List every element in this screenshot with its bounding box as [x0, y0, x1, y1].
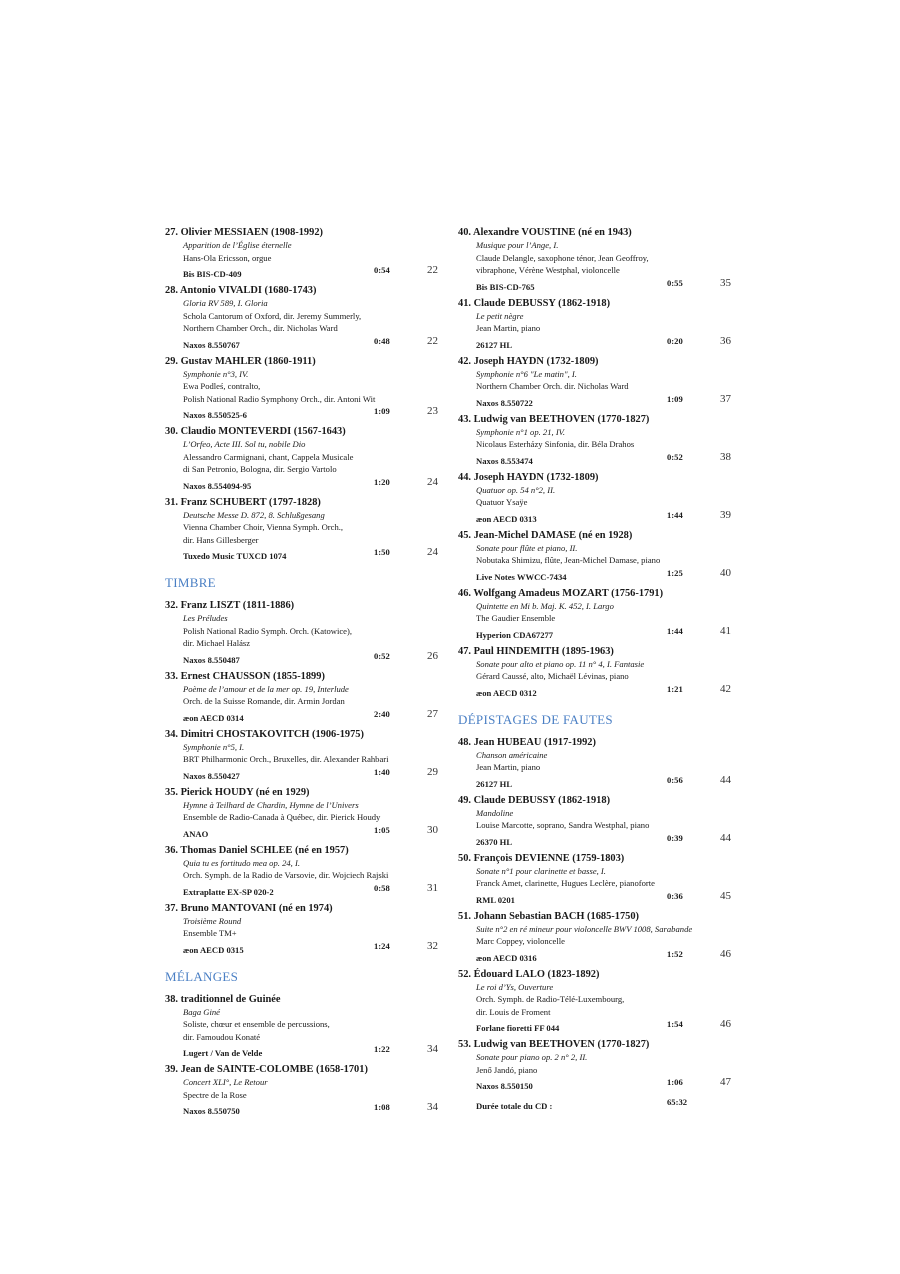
- track-performers: Vienna Chamber Choir, Vienna Symph. Orch.,: [183, 522, 344, 532]
- track-performers: vibraphone, Vérène Westphal, violoncelle: [476, 265, 620, 275]
- record-label: Tuxedo Music TUXCD 1074: [183, 551, 287, 561]
- track-duration: 1:54: [667, 1019, 683, 1029]
- track-label-row: [458, 567, 733, 580]
- track-entry: [165, 786, 440, 837]
- track-title: 51. Johann Sebastian BACH (1685-1750): [458, 910, 639, 922]
- track-duration: 1:25: [667, 567, 683, 578]
- left-column: [165, 226, 440, 1121]
- track-label-row: [458, 832, 733, 845]
- track-title: 46. Wolfgang Amadeus MOZART (1756-1791): [458, 587, 664, 599]
- track-performers: Polish National Radio Symphony Orch., dir. Antoni Wit: [183, 393, 376, 404]
- track-title: 50. François DEVIENNE (1759-1803): [458, 852, 625, 864]
- track-title: 31. Franz SCHUBERT (1797-1828): [165, 496, 321, 508]
- track-duration: 2:40: [374, 708, 390, 719]
- track-title: 47. Paul HINDEMITH (1895-1963): [458, 645, 614, 657]
- track-work: Sonate pour flûte et piano, II.: [476, 542, 578, 553]
- track-duration: 1:50: [374, 547, 390, 557]
- track-entry: [165, 1063, 440, 1114]
- track-label-row: [458, 451, 733, 464]
- right-column: [458, 226, 733, 1110]
- page-number: 37: [720, 392, 731, 405]
- track-title: 49. Claude DEBUSSY (1862-1918): [458, 794, 611, 806]
- track-title: 29. Gustav MAHLER (1860-1911): [165, 355, 316, 367]
- record-label: æon AECD 0312: [476, 687, 537, 698]
- track-duration: 0:52: [374, 650, 390, 661]
- track-title: 53. Ludwig van BEETHOVEN (1770-1827): [458, 1039, 650, 1050]
- record-label: 26370 HL: [476, 836, 513, 847]
- track-label-row: [165, 824, 440, 837]
- track-entry: [458, 852, 733, 903]
- track-label-row: [458, 774, 733, 787]
- page-number: 35: [720, 276, 731, 289]
- page-number: 22: [427, 264, 438, 276]
- track-title: 37. Bruno MANTOVANI (né en 1974): [165, 902, 333, 914]
- track-entry: [165, 728, 440, 779]
- track-title: 30. Claudio MONTEVERDI (1567-1643): [165, 426, 346, 437]
- track-title: 27. Olivier MESSIAEN (1908-1992): [165, 227, 323, 238]
- track-duration: 1:20: [374, 476, 390, 487]
- page-number: 22: [427, 334, 438, 347]
- track-label-row: [165, 940, 440, 953]
- track-label-row: [458, 335, 733, 348]
- track-title: 38. traditionnel de Guinée: [165, 993, 281, 1005]
- track-entry: [165, 226, 440, 277]
- record-label: Naxos 8.550525-6: [183, 410, 247, 420]
- page-number: 40: [720, 566, 731, 579]
- track-label-row: [458, 890, 733, 903]
- track-work: Poème de l’amour et de la mer op. 19, Interlude: [183, 683, 349, 694]
- track-performers: dir. Famoudou Konaté: [183, 1031, 261, 1042]
- track-work: Deutsche Messe D. 872, 8. Schlußgesang: [183, 509, 325, 520]
- page-number: 26: [427, 649, 438, 662]
- track-performers: Louise Marcotte, soprano, Sandra Westphal, piano: [476, 820, 650, 830]
- page-number: 44: [720, 773, 731, 786]
- track-work: Symphonie n°1 op. 21, IV.: [476, 426, 565, 437]
- track-duration: 1:05: [374, 824, 390, 835]
- track-performers: The Gaudier Ensemble: [476, 613, 556, 623]
- track-work: Apparition de l’Église éternelle: [183, 240, 292, 250]
- track-duration: 1:09: [374, 406, 390, 416]
- track-title: 32. Franz LISZT (1811-1886): [165, 600, 295, 611]
- track-label-row: [458, 948, 733, 961]
- track-performers: Ensemble de Radio-Canada à Québec, dir. Pierick Houdy: [183, 812, 381, 822]
- track-entry: [458, 297, 733, 348]
- page-number: 39: [720, 508, 731, 521]
- track-duration: 1:44: [667, 509, 683, 520]
- track-title: 36. Thomas Daniel SCHLEE (né en 1957): [165, 844, 349, 856]
- track-performers: Jean Martin, piano: [476, 762, 541, 772]
- record-label: æon AECD 0313: [476, 513, 537, 524]
- record-label: Bis BIS-CD-409: [183, 269, 242, 279]
- track-duration: 0:39: [667, 832, 683, 843]
- track-duration: 1:21: [667, 683, 683, 694]
- record-label: Naxos 8.550750: [183, 1106, 240, 1116]
- track-label-row: [165, 546, 440, 559]
- track-duration: 1:24: [374, 940, 390, 951]
- record-label: Naxos 8.554094-95: [183, 480, 252, 491]
- track-work: Symphonie n°6 "Le matin", I.: [476, 368, 577, 379]
- track-title: 44. Joseph HAYDN (1732-1809): [458, 471, 599, 483]
- track-label-row: [458, 277, 733, 290]
- track-performers: Jean Martin, piano: [476, 323, 541, 333]
- record-label: Naxos 8.550150: [476, 1081, 533, 1091]
- track-title: 34. Dimitri CHOSTAKOVITCH (1906-1975): [165, 728, 364, 740]
- track-duration: 1:06: [667, 1077, 683, 1087]
- track-title: 42. Joseph HAYDN (1732-1809): [458, 355, 599, 367]
- track-entry: [458, 736, 733, 787]
- track-label-row: [165, 650, 440, 663]
- record-label: 26127 HL: [476, 339, 513, 350]
- track-work: Gloria RV 589, I. Gloria: [183, 298, 268, 308]
- record-label: ANAO: [183, 828, 209, 839]
- page-number: 44: [720, 831, 731, 844]
- section-heading: MÉLANGES: [165, 968, 239, 984]
- page-number: 29: [427, 765, 438, 778]
- track-label-row: [165, 766, 440, 779]
- track-performers: Schola Cantorum of Oxford, dir. Jeremy Summerly,: [183, 310, 362, 321]
- record-label: æon AECD 0316: [476, 952, 537, 963]
- record-label: 26127 HL: [476, 778, 513, 789]
- track-performers: Northern Chamber Orch., dir. Nicholas Ward: [183, 323, 338, 333]
- track-performers: Quatuor Ysaÿe: [476, 497, 528, 507]
- record-label: Extraplatte EX-SP 020-2: [183, 886, 274, 897]
- track-performers: di San Petronio, Bologna, dir. Sergio Vartolo: [183, 464, 337, 474]
- track-performers: Ensemble TM+: [183, 928, 237, 938]
- track-entry: [165, 844, 440, 895]
- page-number: 31: [427, 881, 438, 894]
- track-title: 43. Ludwig van BEETHOVEN (1770-1827): [458, 413, 650, 425]
- record-label: Naxos 8.553474: [476, 455, 533, 466]
- track-entry: [458, 413, 733, 464]
- track-entry: [165, 496, 440, 560]
- track-label-row: [458, 1018, 733, 1031]
- track-label-row: [165, 335, 440, 348]
- track-work: Le petit nègre: [476, 310, 524, 321]
- track-entry: [458, 471, 733, 522]
- track-entry: [165, 902, 440, 953]
- record-label: Bis BIS-CD-765: [476, 281, 535, 292]
- track-duration: 1:09: [667, 393, 683, 404]
- track-work: Chanson américaine: [476, 749, 548, 760]
- track-performers: dir. Louis de Froment: [476, 1006, 551, 1017]
- track-entry: [165, 425, 440, 489]
- track-entry: [458, 968, 733, 1032]
- track-label-row: [165, 1043, 440, 1056]
- track-work: L’Orfeo, Acte III. Sol tu, nobile Dio: [183, 439, 306, 449]
- total-duration-value: 65:32: [667, 1097, 688, 1107]
- record-label: Naxos 8.550722: [476, 397, 533, 408]
- track-title: 39. Jean de SAINTE-COLOMBE (1658-1701): [165, 1064, 368, 1075]
- track-duration: 0:58: [374, 882, 390, 893]
- track-entry: [458, 529, 733, 580]
- track-work: Quintette en Mi b. Maj. K. 452, I. Largo: [476, 600, 614, 611]
- track-entry: [458, 794, 733, 845]
- track-duration: 0:56: [667, 774, 683, 785]
- page-number: 34: [427, 1043, 438, 1055]
- track-label-row: [458, 625, 733, 638]
- track-entry: [458, 910, 733, 961]
- track-duration: 1:08: [374, 1102, 390, 1112]
- track-title: 35. Pierick HOUDY (né en 1929): [165, 786, 310, 798]
- track-performers: Soliste, chœur et ensemble de percussions,: [183, 1019, 330, 1029]
- track-performers: Ewa Podleś, contralto,: [183, 381, 261, 391]
- page-number: 45: [720, 889, 731, 902]
- track-duration: 1:52: [667, 948, 683, 959]
- track-title: 48. Jean HUBEAU (1917-1992): [458, 736, 596, 748]
- track-title: 45. Jean-Michel DAMASE (né en 1928): [458, 529, 633, 541]
- section-heading: DÉPISTAGES DE FAUTES: [458, 711, 613, 727]
- track-entry: [458, 1038, 733, 1089]
- track-work: Hymne à Teilhard de Chardin, Hymne de l’Univers: [183, 799, 359, 810]
- track-entry: [458, 587, 733, 638]
- track-work: Quatuor op. 54 n°2, II.: [476, 484, 556, 495]
- record-label: Hyperion CDA67277: [476, 629, 554, 640]
- page-number: 46: [720, 1018, 731, 1030]
- track-duration: 0:55: [667, 277, 683, 288]
- record-label: RML 0201: [476, 894, 515, 905]
- track-entry: [458, 226, 733, 290]
- track-duration: 0:54: [374, 265, 390, 275]
- track-performers: Polish National Radio Symph. Orch. (Katowice),: [183, 625, 352, 636]
- track-performers: Franck Amet, clarinette, Hugues Leclère, pianoforte: [476, 878, 655, 888]
- track-label-row: [165, 708, 440, 721]
- track-duration: 0:20: [667, 335, 683, 346]
- track-work: Sonate pour piano op. 2 n° 2, II.: [476, 1052, 588, 1062]
- page-number: 42: [720, 682, 731, 695]
- track-work: Mandoline: [476, 807, 514, 818]
- track-work: Quia tu es fortitudo mea op. 24, I.: [183, 857, 300, 868]
- track-label-row: [458, 683, 733, 696]
- track-entry: [458, 645, 733, 696]
- page-number: 30: [427, 823, 438, 836]
- page-number: 24: [427, 475, 438, 488]
- track-entry: [165, 284, 440, 348]
- track-work: Symphonie n°3, IV.: [183, 368, 249, 379]
- page-number: 46: [720, 947, 731, 960]
- track-work: Symphonie n°5, I.: [183, 741, 245, 752]
- track-label-row: [458, 509, 733, 522]
- page-number: 27: [427, 707, 438, 720]
- track-performers: Hans-Ola Ericsson, orgue: [183, 252, 272, 263]
- track-work: Sonate pour alto et piano op. 11 n° 4, I. Fantasie: [476, 658, 645, 669]
- page-number: 32: [427, 939, 438, 952]
- page-number: 23: [427, 405, 438, 417]
- record-label: Forlane fioretti FF 044: [476, 1023, 560, 1033]
- record-label: æon AECD 0315: [183, 944, 244, 955]
- page-number: 47: [720, 1076, 731, 1088]
- track-performers: Northern Chamber Orch. dir. Nicholas Ward: [476, 381, 629, 391]
- record-label: Naxos 8.550487: [183, 654, 240, 665]
- record-label: Live Notes WWCC-7434: [476, 571, 567, 582]
- track-performers: Gérard Caussé, alto, Michaël Lévinas, piano: [476, 671, 629, 681]
- track-work: Baga Giné: [183, 1006, 220, 1017]
- track-label-row: [165, 476, 440, 489]
- track-work: Troisième Round: [183, 915, 242, 926]
- page-number: 34: [427, 1101, 438, 1113]
- record-label: Naxos 8.550427: [183, 770, 240, 781]
- section-heading: TIMBRE: [165, 575, 216, 590]
- track-performers: Orch. de la Suisse Romande, dir. Armin Jordan: [183, 696, 345, 706]
- track-entry: [165, 599, 440, 663]
- track-title: 33. Ernest CHAUSSON (1855-1899): [165, 670, 325, 682]
- track-work: Concert XLI°, Le Retour: [183, 1077, 268, 1087]
- track-performers: dir. Michael Halász: [183, 638, 251, 648]
- track-duration: 0:36: [667, 890, 683, 901]
- page-number: 36: [720, 334, 731, 347]
- page-number: 38: [720, 450, 731, 463]
- track-label-row: [165, 264, 440, 277]
- track-entry: [165, 670, 440, 721]
- track-label-row: [165, 882, 440, 895]
- track-performers: Nobutaka Shimizu, flûte, Jean-Michel Damase, piano: [476, 555, 661, 565]
- track-title: 28. Antonio VIVALDI (1680-1743): [165, 285, 317, 296]
- track-entry: [165, 993, 440, 1057]
- track-label-row: [165, 405, 440, 418]
- track-work: Suite n°2 en ré mineur pour violoncelle BWV 1008, Sarabande: [476, 923, 693, 934]
- track-performers: Marc Coppey, violoncelle: [476, 936, 565, 946]
- track-entry: [165, 355, 440, 419]
- track-performers: Orch. Symph. de la Radio de Varsovie, dir. Wojciech Rajski: [183, 870, 389, 880]
- track-title: 52. Édouard LALO (1823-1892): [458, 968, 600, 980]
- track-duration: 0:52: [667, 451, 683, 462]
- track-title: 40. Alexandre VOUSTINE (né en 1943): [458, 227, 632, 238]
- track-work: Le roi d’Ys, Ouverture: [476, 981, 554, 992]
- record-label: Lugert / Van de Velde: [183, 1048, 263, 1058]
- track-work: Musique pour l’Ange, I.: [476, 240, 559, 250]
- track-work: Les Préludes: [183, 613, 228, 623]
- track-duration: 1:22: [374, 1044, 390, 1054]
- track-title: 41. Claude DEBUSSY (1862-1918): [458, 297, 611, 309]
- track-performers: dir. Hans Gillesberger: [183, 534, 259, 545]
- track-label-row: [165, 1101, 440, 1114]
- track-performers: Claude Delangle, saxophone ténor, Jean Geoffroy,: [476, 252, 649, 263]
- track-duration: 1:44: [667, 625, 683, 636]
- page-number: 24: [427, 546, 438, 558]
- track-duration: 0:48: [374, 335, 390, 346]
- track-duration: 1:40: [374, 766, 390, 777]
- track-performers: Spectre de la Rose: [183, 1089, 247, 1100]
- record-label: Naxos 8.550767: [183, 339, 240, 350]
- track-performers: Orch. Symph. de Radio-Télé-Luxembourg,: [476, 994, 625, 1004]
- total-duration-label: Durée totale du CD :: [476, 1101, 553, 1111]
- page-number: 41: [720, 624, 731, 637]
- record-label: æon AECD 0314: [183, 712, 244, 723]
- track-entry: [458, 355, 733, 406]
- track-label-row: [458, 1076, 733, 1089]
- track-performers: Nicolaus Esterházy Sinfonia, dir. Béla Drahos: [476, 439, 635, 449]
- track-performers: BRT Philharmonic Orch., Bruxelles, dir. Alexander Rahbari: [183, 754, 389, 764]
- track-work: Sonate n°1 pour clarinette et basse, I.: [476, 865, 606, 876]
- track-performers: Jenő Jandó, piano: [476, 1064, 538, 1075]
- track-performers: Alessandro Carmignani, chant, Cappela Musicale: [183, 451, 354, 462]
- total-duration-row: [458, 1096, 733, 1110]
- track-label-row: [458, 393, 733, 406]
